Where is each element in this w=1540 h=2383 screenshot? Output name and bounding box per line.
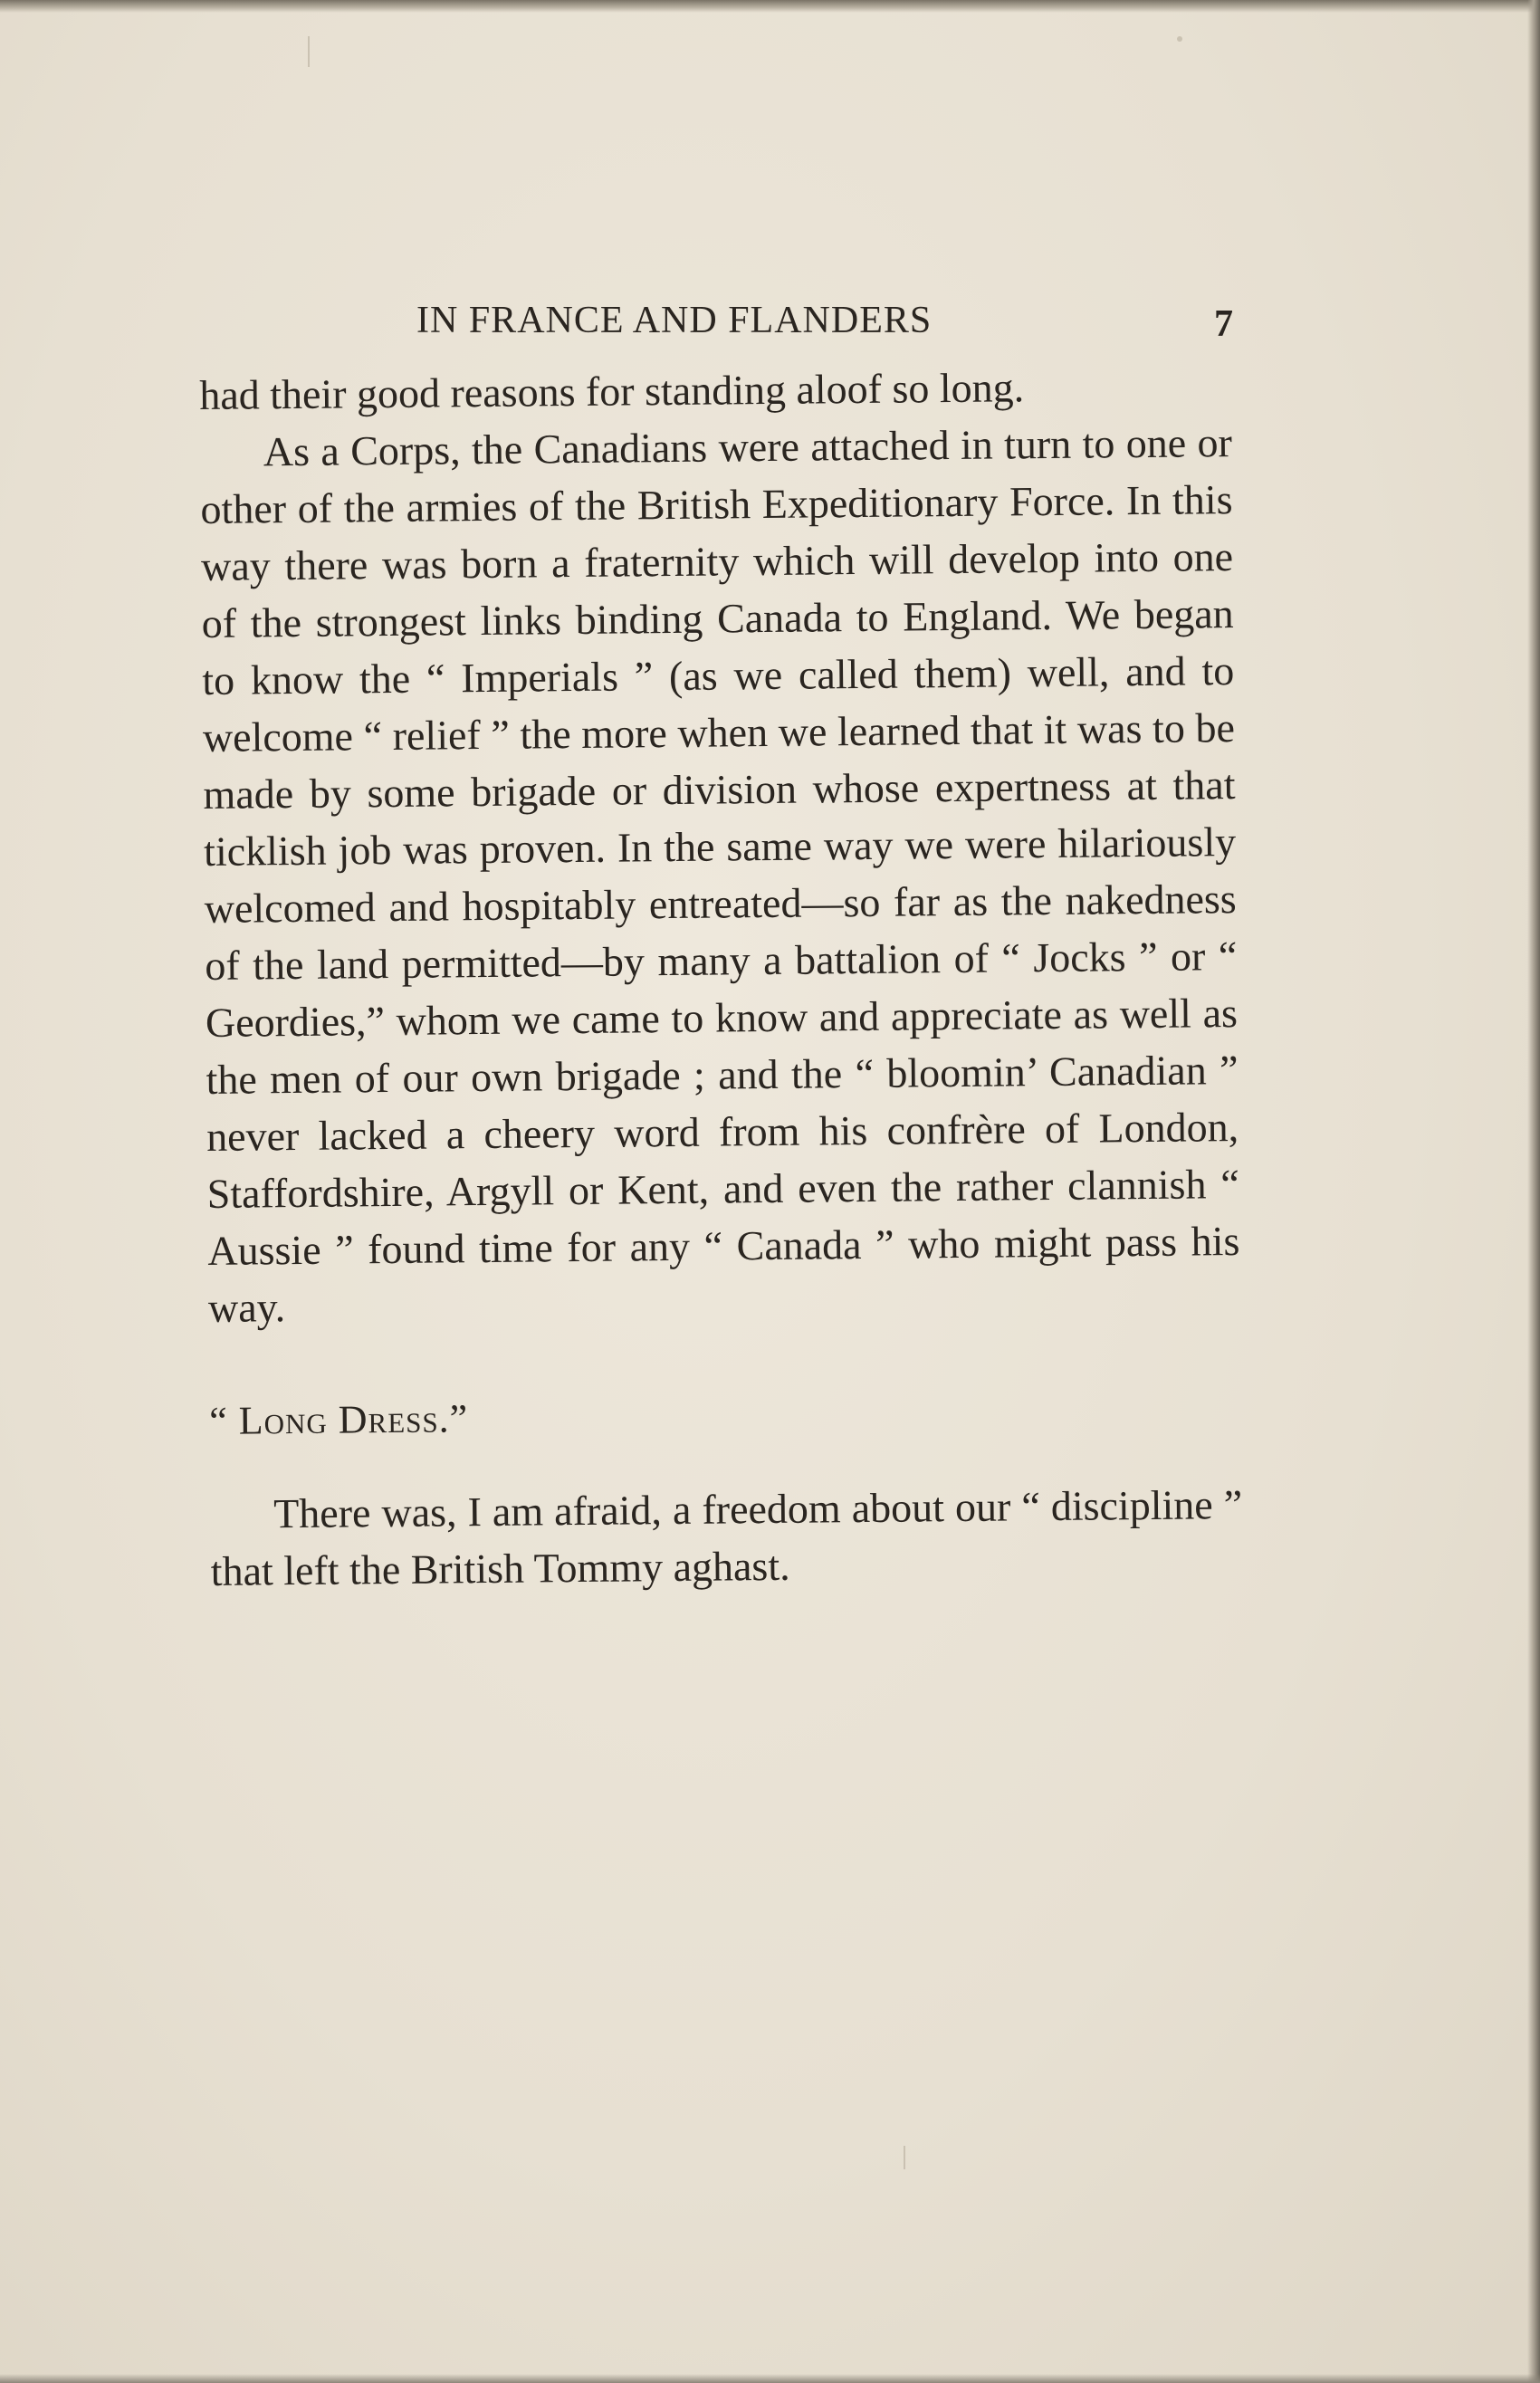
- paper-fleck: [904, 2146, 905, 2169]
- paper-fleck: [308, 36, 310, 67]
- paragraph: As a Corps, the Canadians were attached in turn to one or other of the armies of the British Expeditionary Force. In this way there was born a fraternity which will develop into one of the strongest links binding Canada to England. We began to know the “ Imperials ” (as we called them) well, and to welcome “ relief ” the more when we learned that it was to be made by some brigade or division whose expertness at that ticklish job was proven. In the same way we were hilariously welcomed and hospitably entreated—so far as the nakedness of the land permitted—by many a battalion of “ Jocks ” or “ Geordies,” whom we came to know and appreciate as well as the men of our own brigade ; and the “ bloomin’ Canadian ” never lacked a cheery word from his confrère of London, Staffordshire, Argyll or Kent, and even the rather clannish “ Aussie ” found time for any “ Canada ” who might pass his way.: [200, 419, 1240, 1331]
- paragraph: There was, I am afraid, a freedom about our “ discipline ” that left the British Tommy aghast.: [210, 1480, 1243, 1594]
- page-top-edge: [0, 0, 1540, 13]
- page-body: [199, 357, 1243, 1600]
- page-bottom-edge: [0, 2374, 1540, 2383]
- paragraph: had their good reasons for standing aloof so long.: [199, 364, 1025, 418]
- page-header: [208, 299, 1240, 353]
- paper-fleck: [1177, 36, 1182, 42]
- section-heading: “ Long Dress.”: [208, 1396, 469, 1443]
- page-right-edge: [1527, 0, 1540, 2383]
- page-number: 7: [1214, 303, 1233, 345]
- running-title: IN FRANCE AND FLANDERS: [416, 300, 933, 341]
